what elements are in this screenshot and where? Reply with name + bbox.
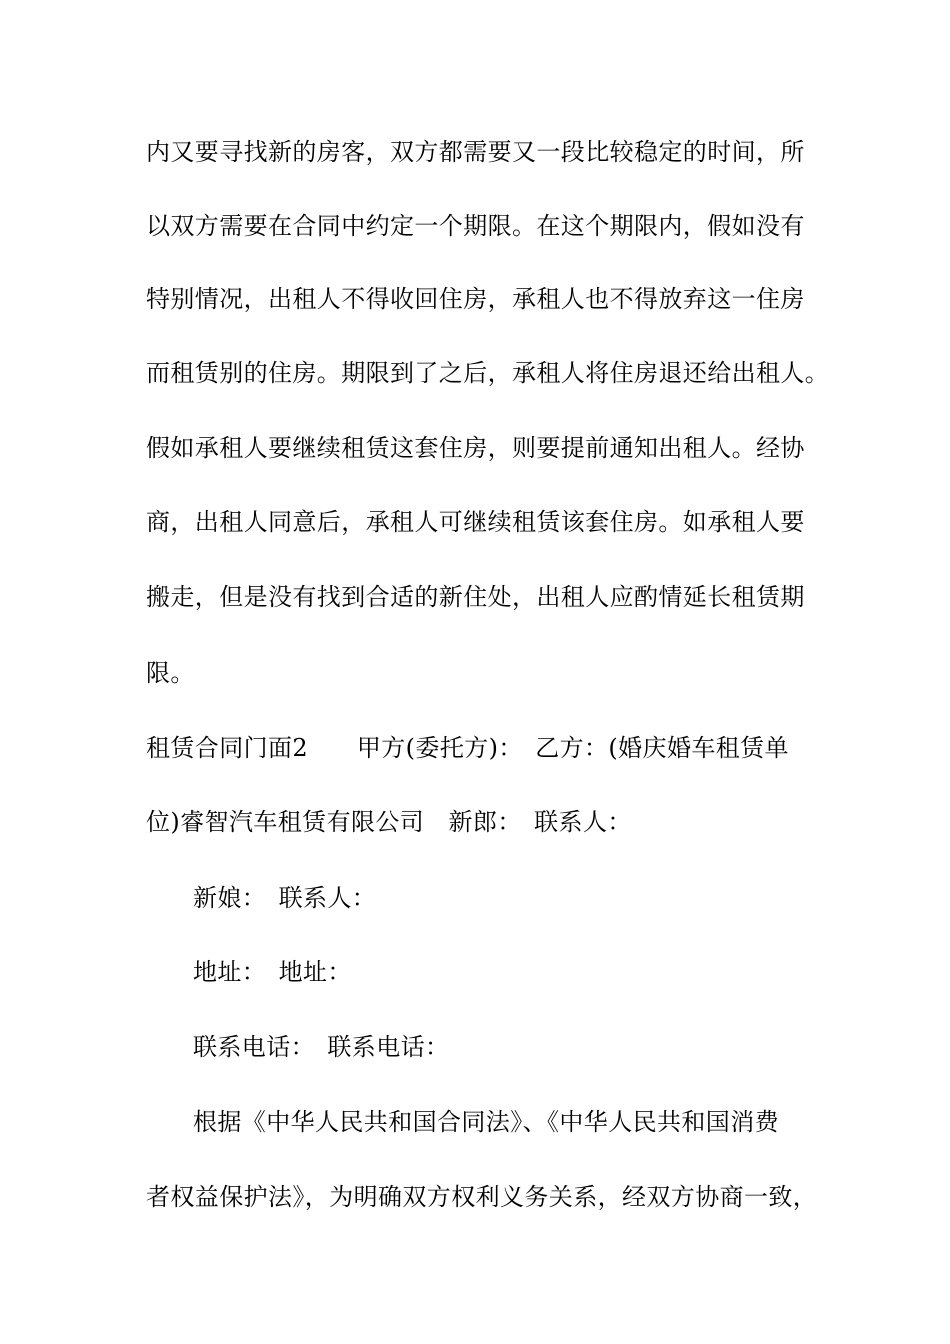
party-info-line: 位)睿智汽车租赁有限公司 新郎： 联系人： xyxy=(146,808,632,836)
address-line: 地址： 地址： xyxy=(193,958,352,986)
contract-heading-line: 租赁合同门面2 甲方(委托方)： 乙方：(婚庆婚车租赁单 xyxy=(146,734,789,762)
paragraph-line: 者权益保护法》，为明确双方权利义务关系，经双方协商一致， xyxy=(146,1183,818,1211)
paragraph-line: 假如承租人要继续租赁这套住房，则要提前通知出租人。经协 xyxy=(146,434,805,462)
paragraph-line: 而租赁别的住房。期限到了之后，承租人将住房退还给出租人。 xyxy=(146,359,830,387)
paragraph-line: 搬走，但是没有找到合适的新住处，出租人应酌情延长租赁期 xyxy=(146,583,805,611)
phone-line: 联系电话： 联系电话： xyxy=(193,1033,450,1061)
paragraph-line: 商，出租人同意后，承租人可继续租赁该套住房。如承租人要 xyxy=(146,508,805,536)
bride-contact-line: 新娘： 联系人： xyxy=(193,884,377,912)
paragraph-line: 特别情况，出租人不得收回住房，承租人也不得放弃这一住房 xyxy=(146,285,805,313)
paragraph-line: 内又要寻找新的房客，双方都需要又一段比较稳定的时间，所 xyxy=(146,138,805,166)
paragraph-line: 以双方需要在合同中约定一个期限。在这个期限内，假如没有 xyxy=(146,212,805,240)
paragraph-line: 限。 xyxy=(146,659,195,687)
paragraph-line: 根据《中华人民共和国合同法》、《中华人民共和国消费 xyxy=(193,1108,779,1136)
